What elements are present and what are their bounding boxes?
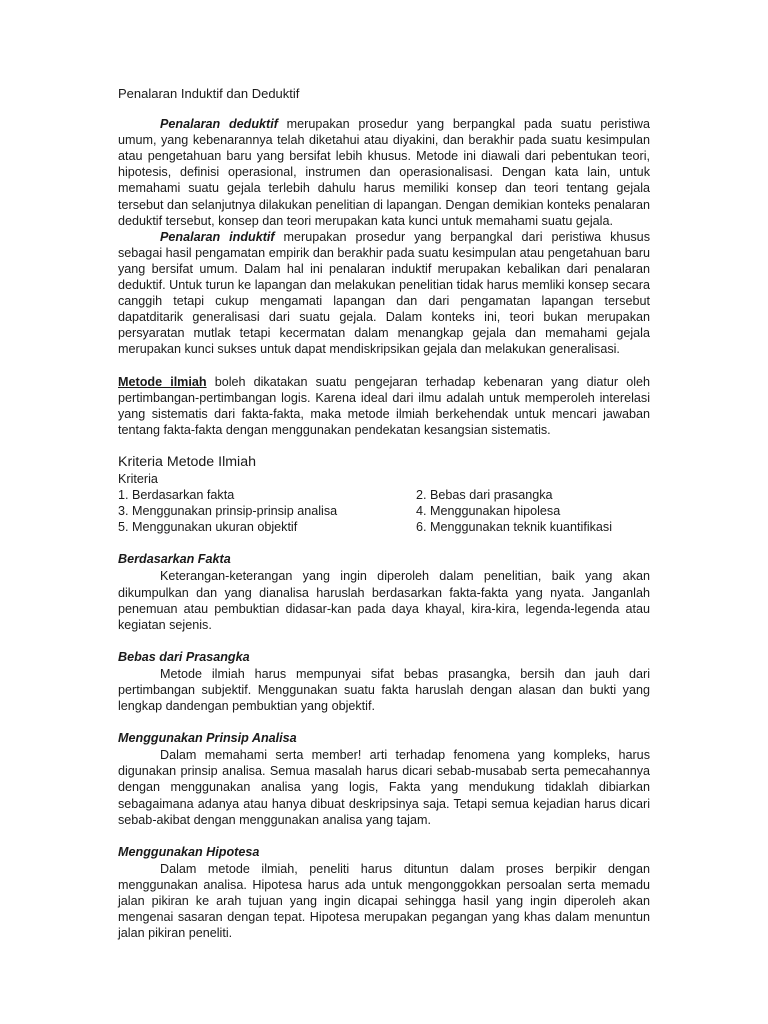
section-body: Metode ilmiah harus mempunyai sifat bebas prasangka, bersih dan jauh dari pertimbangan subjektif. Menggunakan suatu fakta haruslah dengan alasan dan bukti yang lengkap dandengan pembuktian yang objektif. (118, 666, 650, 714)
criteria-list (118, 487, 650, 535)
criteria-item: 2. Bebas dari prasangka (416, 488, 553, 503)
section-heading: Bebas dari Prasangka (118, 649, 250, 664)
section-body: Keterangan-keterangan yang ingin diperoleh dalam penelitian, baik yang akan dikumpulkan dan yang dianalisa haruslah berdasarkan fakta-fakta yang nyata. Janganlah penemuan atau pembuktian didasar-kan pada daya khayal, kira-kira, legenda-legenda atau kegiatan sejenis. (118, 569, 650, 632)
section-heading: Menggunakan Hipotesa (118, 844, 260, 859)
criteria-item: 3. Menggunakan prinsip-prinsip analisa (118, 504, 338, 519)
term-deduktif: Penalaran deduktif (160, 117, 278, 132)
criteria-item: 5. Menggunakan ukuran objektif (118, 520, 298, 535)
section-berdasarkan-fakta (118, 551, 650, 632)
term-metode-ilmiah: Metode ilmiah (118, 374, 207, 389)
criteria-item: 4. Menggunakan hipolesa (416, 504, 561, 519)
section-prinsip-analisa (118, 730, 650, 828)
paragraph-induktif (118, 229, 650, 358)
section-bebas-prasangka (118, 649, 650, 714)
criteria-item: 6. Menggunakan teknik kuantifikasi (416, 520, 613, 535)
section-heading: Berdasarkan Fakta (118, 552, 231, 567)
criteria-block (118, 454, 650, 535)
section-body: Dalam memahami serta member! arti terhadap fenomena yang kompleks, harus digunakan prinsip analisa. Semua masalah harus dicari sebab-musabab serta pemecahannya dengan menggunakan analisa yang logis, Fakta yang mendukung tidaklah dibiarkan sebagaimana adanya atau hanya dibuat deskripsinya saja. Tetapi semua kejadian harus dicari sebab-akibat dengan menggunakan analisa yang tajam. (118, 748, 650, 827)
spacer (118, 633, 650, 649)
spacer (118, 714, 650, 730)
criteria-item: 1. Berdasarkan fakta (118, 488, 235, 503)
paragraph-metode-ilmiah-text: boleh dikatakan suatu pengejaran terhadap kebenaran yang diatur oleh pertimbangan-pertimbangan logis. Karena ideal dari ilmu adalah untuk memperoleh interelasi yang sistematis dari fakta-fakta, maka metode ilmiah berkehendak untuk mencari jawaban tentang fakta-fakta dengan menggunakan pendekatan kesangsian sistematis. (118, 374, 651, 437)
spacer (118, 535, 650, 551)
paragraph-metode-ilmiah (118, 374, 650, 438)
paragraph-deduktif-text: merupakan prosedur yang berpangkal pada suatu peristiwa umum, yang kebenarannya telah diketahui atau diyakini, dan berakhir pada suatu kesimpulan atau pengetahuan baru yang bersifat lebih khusus. Metode ini diawali dari pebentukan teori, hipotesis, definisi operasional, instrumen dan operasionalisasi. Dengan kata lain, untuk memahami suatu gejala terlebih dahulu harus memiliki konsep dan teori tentang gejala tersebut dan selanjutnya dilakukan penelitian di lapangan. Dengan demikian konteks penalaran deduktif tersebut, konsep dan teori merupakan kata kunci untuk memahami suatu gejala. (118, 117, 650, 228)
term-induktif: Penalaran induktif (160, 229, 275, 244)
spacer (118, 828, 650, 844)
spacer (118, 358, 650, 374)
criteria-label: Kriteria (118, 471, 158, 486)
document-title: Penalaran Induktif dan Deduktif (118, 86, 300, 101)
section-hipotesa (118, 844, 650, 942)
paragraph-induktif-text: merupakan prosedur yang berpangkal dari peristiwa khusus sebagai hasil pengamatan empirik dan berakhir pada suatu kesimpulan atau pengetahuan baru yang bersifat umum. Dalam hal ini penalaran induktif merupakan kebalikan dari penalaran deduktif. Untuk turun ke lapangan dan melakukan penelitian tidak harus memliki konsep secara canggih tetapi cukup mengamati lapangan dan dari pengamatan lapangan tersebut dapatditarik generalisasi dari suatu gejala. Dalam konteks ini, teori bukan merupakan persyaratan mutlak tetapi kecermatan dalam menangkap gejala dan memahami gejala merupakan kunci sukses untuk dapat mendiskripsikan gejala dan melakukan generalisasi. (118, 229, 650, 357)
section-body: Dalam metode ilmiah, peneliti harus dituntun dalam proses berpikir dengan menggunakan analisa. Hipotesa harus ada untuk mengonggokkan persoalan serta memadu jalan pikiran ke arah tujuan yang ingin dicapai sehingga hasil yang ingin diperoleh akan mengenai sasaran dengan tepat. Hipotesa merupakan pegangan yang khas dalam menuntun jalan pikiran peneliti. (118, 861, 650, 941)
section-heading: Menggunakan Prinsip Analisa (118, 731, 297, 746)
spacer (118, 438, 650, 454)
paragraph-deduktif (118, 116, 650, 229)
criteria-heading: Kriteria Metode Ilmiah (118, 453, 256, 470)
